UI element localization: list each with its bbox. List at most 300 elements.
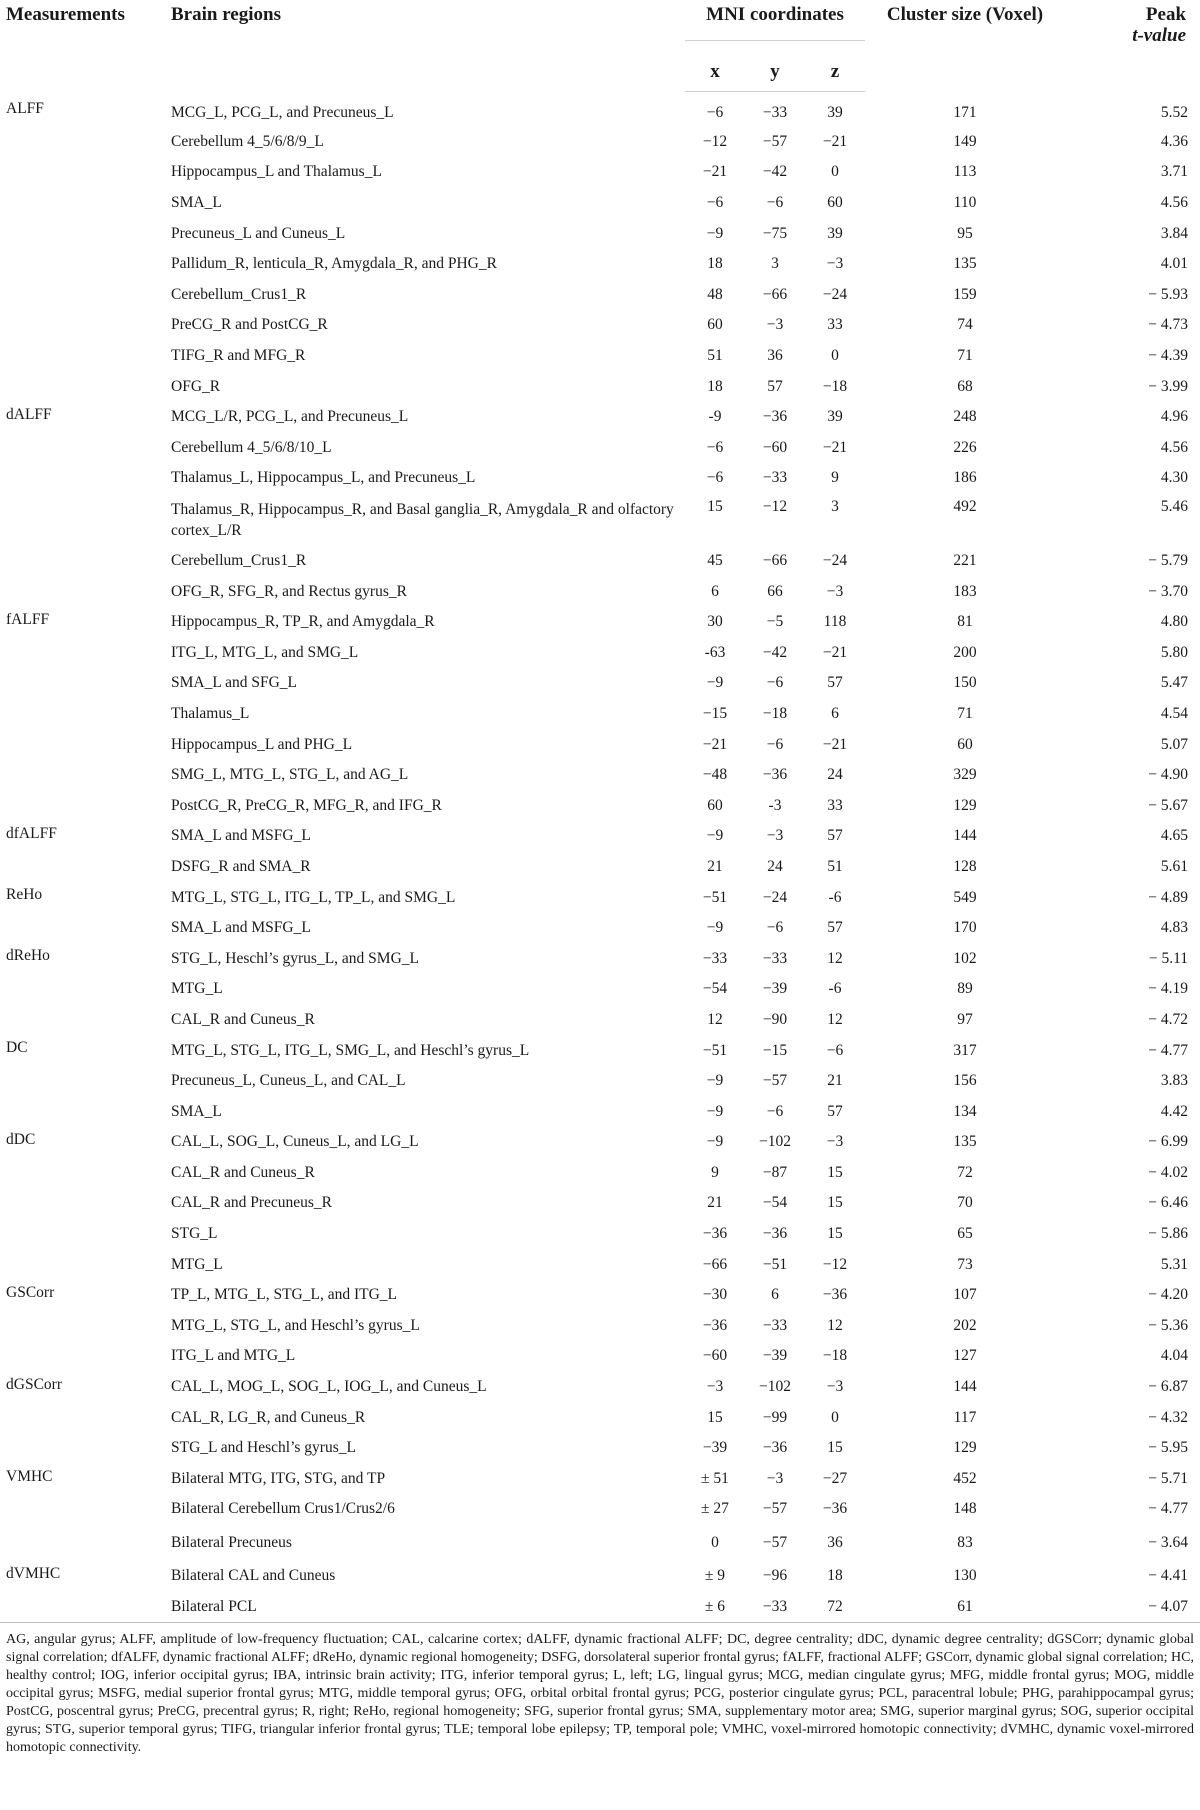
- measurement-cell: [0, 699, 165, 730]
- header-x: x: [685, 41, 745, 92]
- y-coordinate-cell: −6: [766, 919, 784, 937]
- table-row: [0, 157, 1200, 188]
- x-coordinate-cell: −51: [702, 1041, 728, 1059]
- measurement-cell: [0, 852, 165, 883]
- y-coordinate-cell: −3: [766, 827, 784, 845]
- brain-region-cell: STG_L and Heschl’s gyrus_L: [171, 1439, 356, 1457]
- x-coordinate-cell: −9: [706, 1133, 724, 1151]
- peak-t-value-cell: 3.84: [1160, 224, 1189, 242]
- z-coordinate-cell: -6: [828, 888, 842, 906]
- y-coordinate-cell: −51: [762, 1255, 788, 1273]
- cluster-size-cell: 159: [953, 285, 977, 303]
- x-coordinate-cell: 15: [707, 1408, 723, 1426]
- brain-region-cell: CAL_R, LG_R, and Cuneus_R: [171, 1408, 366, 1426]
- brain-region-cell: Bilateral Cerebellum Crus1/Crus2/6: [171, 1500, 395, 1518]
- measurement-cell: [0, 913, 165, 944]
- brain-region-cell: SMA_L: [171, 1102, 222, 1120]
- cluster-size-cell: 248: [953, 408, 977, 426]
- measurement-cell: [0, 1188, 165, 1219]
- measurement-cell: [0, 127, 165, 158]
- x-coordinate-cell: −60: [702, 1347, 728, 1365]
- cluster-size-cell: 72: [957, 1163, 973, 1181]
- measurement-cell: [0, 218, 165, 249]
- table-row: [0, 790, 1200, 821]
- table-row: [0, 1525, 1200, 1561]
- brain-region-cell: Cerebellum 4_5/6/8/9_L: [171, 132, 324, 150]
- header-y: y: [745, 41, 805, 92]
- measurement-cell: [0, 1249, 165, 1280]
- measurement-cell: [0, 157, 165, 188]
- peak-t-value-cell: 4.42: [1160, 1102, 1189, 1120]
- measurement-cell: dfALFF: [6, 825, 57, 843]
- measurement-cell: [0, 249, 165, 280]
- table-row: [0, 92, 1200, 127]
- brain-region-cell: OFG_R, SFG_R, and Rectus gyrus_R: [171, 582, 407, 600]
- peak-t-value-cell: 5.47: [1160, 674, 1189, 692]
- table-row: [0, 127, 1200, 158]
- measurement-cell: dDC: [6, 1131, 36, 1148]
- cluster-size-cell: 74: [957, 316, 973, 334]
- z-coordinate-cell: 118: [823, 613, 847, 631]
- y-coordinate-cell: −6: [766, 194, 784, 212]
- z-coordinate-cell: 51: [827, 857, 843, 875]
- peak-t-value-cell: 4.65: [1160, 827, 1189, 845]
- y-coordinate-cell: −87: [762, 1163, 788, 1181]
- x-coordinate-cell: ± 27: [701, 1500, 729, 1518]
- z-coordinate-cell: 60: [827, 194, 843, 212]
- y-coordinate-cell: −57: [762, 132, 788, 150]
- cluster-size-cell: 68: [957, 377, 973, 395]
- brain-region-cell: Cerebellum_Crus1_R: [171, 552, 307, 570]
- y-coordinate-cell: −5: [766, 613, 784, 631]
- peak-t-value-cell: 4.01: [1160, 255, 1189, 273]
- peak-t-value-cell: − 5.79: [1148, 552, 1189, 570]
- measurement-cell: [0, 1433, 165, 1464]
- header-cluster-size: Cluster size (Voxel): [886, 4, 1044, 25]
- brain-region-cell: ITG_L and MTG_L: [171, 1347, 296, 1365]
- measurement-cell: [0, 371, 165, 402]
- table-row: [0, 882, 1200, 913]
- y-coordinate-cell: −12: [762, 497, 788, 515]
- table-row: [0, 668, 1200, 699]
- x-coordinate-cell: −51: [702, 888, 728, 906]
- cluster-size-cell: 127: [953, 1347, 977, 1365]
- peak-t-value-cell: − 4.19: [1148, 980, 1189, 998]
- cluster-size-cell: 492: [953, 497, 977, 515]
- peak-t-value-cell: − 4.89: [1148, 888, 1189, 906]
- z-coordinate-cell: 12: [827, 949, 843, 967]
- y-coordinate-cell: 36: [767, 347, 783, 365]
- y-coordinate-cell: −39: [762, 1347, 788, 1365]
- table-row: [0, 1127, 1200, 1158]
- table-row: [0, 1005, 1200, 1036]
- cluster-size-cell: 171: [953, 104, 977, 122]
- brain-region-cell: Hippocampus_L and Thalamus_L: [171, 163, 382, 181]
- brain-region-cell: SMA_L and MSFG_L: [171, 919, 311, 937]
- measurement-cell: [0, 546, 165, 577]
- cluster-size-cell: 129: [953, 1439, 977, 1457]
- measurement-cell: DC: [6, 1039, 28, 1057]
- cluster-size-cell: 134: [953, 1102, 977, 1120]
- table-row: [0, 402, 1200, 433]
- peak-t-value-cell: 5.46: [1160, 497, 1189, 515]
- y-coordinate-cell: −18: [762, 704, 788, 722]
- cluster-size-cell: 549: [953, 888, 977, 906]
- peak-t-value-cell: − 4.73: [1148, 316, 1189, 334]
- table-row: [0, 1464, 1200, 1495]
- measurement-cell: [0, 638, 165, 669]
- peak-t-value-cell: − 4.32: [1148, 1408, 1189, 1426]
- brain-region-cell: Thalamus_L: [171, 704, 250, 722]
- y-coordinate-cell: 3: [771, 255, 779, 273]
- cluster-size-cell: 148: [953, 1500, 977, 1518]
- cluster-size-cell: 129: [953, 796, 977, 814]
- table-row: [0, 913, 1200, 944]
- table-row: [0, 463, 1200, 494]
- z-coordinate-cell: 15: [827, 1439, 843, 1457]
- cluster-size-cell: 135: [953, 1133, 977, 1151]
- table-row: [0, 249, 1200, 280]
- table-row: [0, 1341, 1200, 1372]
- brain-region-cell: Bilateral PCL: [171, 1597, 257, 1615]
- cluster-size-cell: 117: [953, 1408, 977, 1426]
- cluster-size-cell: 130: [953, 1567, 977, 1585]
- brain-region-cell: Pallidum_R, lenticula_R, Amygdala_R, and PHG_R: [171, 255, 497, 273]
- x-coordinate-cell: −3: [706, 1378, 724, 1396]
- measurement-cell: [0, 1096, 165, 1127]
- peak-t-value-cell: − 5.67: [1148, 796, 1189, 814]
- cluster-size-cell: 186: [953, 469, 977, 487]
- table-body: [0, 92, 1200, 1622]
- measurement-cell: ReHo: [6, 886, 43, 904]
- y-coordinate-cell: −33: [762, 469, 788, 487]
- z-coordinate-cell: 36: [827, 1533, 843, 1551]
- y-coordinate-cell: −42: [762, 163, 788, 181]
- table-row: [0, 371, 1200, 402]
- cluster-size-cell: 60: [957, 735, 973, 753]
- z-coordinate-cell: -6: [828, 980, 842, 998]
- cluster-size-cell: 452: [953, 1469, 977, 1487]
- peak-t-value-cell: − 3.64: [1148, 1533, 1189, 1551]
- header-peak-line1: Peak: [1145, 4, 1187, 25]
- cluster-size-cell: 83: [957, 1533, 973, 1551]
- peak-t-value-cell: 4.04: [1160, 1347, 1189, 1365]
- table-row: [0, 188, 1200, 219]
- brain-region-cell: CAL_R and Precuneus_R: [171, 1194, 333, 1212]
- table-row: [0, 729, 1200, 760]
- x-coordinate-cell: −9: [706, 827, 724, 845]
- x-coordinate-cell: 0: [711, 1533, 719, 1551]
- peak-t-value-cell: 4.30: [1160, 469, 1189, 487]
- z-coordinate-cell: 24: [827, 766, 843, 784]
- brain-region-cell: SMG_L, MTG_L, STG_L, and AG_L: [171, 766, 409, 784]
- x-coordinate-cell: −39: [702, 1439, 728, 1457]
- z-coordinate-cell: −18: [822, 1347, 848, 1365]
- y-coordinate-cell: −57: [762, 1500, 788, 1518]
- cluster-size-cell: 70: [957, 1194, 973, 1212]
- cluster-size-cell: 221: [953, 552, 977, 570]
- y-coordinate-cell: −33: [762, 104, 788, 122]
- peak-t-value-cell: − 4.90: [1148, 766, 1189, 784]
- table-row: [0, 1280, 1200, 1311]
- x-coordinate-cell: 51: [707, 347, 723, 365]
- cluster-size-cell: 128: [953, 857, 977, 875]
- brain-region-cell: SMA_L and SFG_L: [171, 674, 298, 692]
- measurement-cell: [0, 1591, 165, 1622]
- brain-region-cell: Cerebellum 4_5/6/8/10_L: [171, 438, 332, 456]
- z-coordinate-cell: 9: [831, 469, 839, 487]
- y-coordinate-cell: −75: [762, 224, 788, 242]
- table-row: [0, 1591, 1200, 1622]
- cluster-size-cell: 200: [953, 643, 977, 661]
- table-row: [0, 760, 1200, 791]
- x-coordinate-cell: 9: [711, 1163, 719, 1181]
- peak-t-value-cell: − 4.39: [1148, 347, 1189, 365]
- table-row: [0, 974, 1200, 1005]
- cluster-size-cell: 102: [953, 949, 977, 967]
- x-coordinate-cell: ± 51: [701, 1469, 729, 1487]
- table-row: [0, 607, 1200, 638]
- peak-t-value-cell: 4.56: [1160, 194, 1189, 212]
- brain-region-cell: STG_L, Heschl’s gyrus_L, and SMG_L: [171, 949, 419, 967]
- x-coordinate-cell: 60: [707, 316, 723, 334]
- cluster-size-cell: 107: [953, 1286, 977, 1304]
- peak-t-value-cell: 4.56: [1160, 438, 1189, 456]
- cluster-size-cell: 113: [953, 163, 977, 181]
- y-coordinate-cell: −6: [766, 1102, 784, 1120]
- z-coordinate-cell: 15: [827, 1194, 843, 1212]
- x-coordinate-cell: −15: [702, 704, 728, 722]
- measurement-cell: dALFF: [6, 405, 52, 423]
- x-coordinate-cell: −9: [706, 224, 724, 242]
- x-coordinate-cell: −36: [702, 1225, 728, 1243]
- measurement-cell: [0, 280, 165, 311]
- cluster-size-cell: 89: [957, 980, 973, 998]
- peak-t-value-cell: − 4.02: [1148, 1163, 1189, 1181]
- header-measurements: Measurements: [6, 4, 125, 25]
- brain-region-cell: CAL_L, MOG_L, SOG_L, IOG_L, and Cuneus_L: [171, 1378, 487, 1396]
- peak-t-value-cell: − 4.77: [1148, 1041, 1189, 1059]
- brain-region-cell: Precuneus_L, Cuneus_L, and CAL_L: [171, 1072, 406, 1090]
- peak-t-value-cell: 5.61: [1160, 857, 1189, 875]
- x-coordinate-cell: -63: [704, 643, 726, 661]
- x-coordinate-cell: ± 6: [704, 1597, 726, 1615]
- cluster-size-cell: 81: [957, 613, 973, 631]
- peak-t-value-cell: − 5.95: [1148, 1439, 1189, 1457]
- z-coordinate-cell: −12: [822, 1255, 848, 1273]
- table-row: [0, 433, 1200, 464]
- measurement-cell: [0, 790, 165, 821]
- peak-t-value-cell: 5.31: [1160, 1255, 1189, 1273]
- z-coordinate-cell: 6: [831, 704, 839, 722]
- peak-t-value-cell: − 5.11: [1148, 949, 1189, 967]
- cluster-size-cell: 110: [953, 194, 977, 212]
- y-coordinate-cell: −6: [766, 735, 784, 753]
- z-coordinate-cell: 18: [827, 1567, 843, 1585]
- y-coordinate-cell: −36: [762, 1439, 788, 1457]
- brain-region-cell: Cerebellum_Crus1_R: [171, 285, 307, 303]
- peak-t-value-cell: 3.71: [1160, 163, 1189, 181]
- table-row: [0, 821, 1200, 852]
- cluster-size-cell: 61: [957, 1597, 973, 1615]
- brain-region-cell: MTG_L, STG_L, and Heschl’s gyrus_L: [171, 1316, 420, 1334]
- brain-region-cell: DSFG_R and SMA_R: [171, 857, 311, 875]
- z-coordinate-cell: −3: [826, 255, 844, 273]
- x-coordinate-cell: 48: [707, 285, 723, 303]
- table-row: [0, 638, 1200, 669]
- y-coordinate-cell: 6: [771, 1286, 779, 1304]
- x-coordinate-cell: −9: [706, 919, 724, 937]
- x-coordinate-cell: 18: [707, 255, 723, 273]
- measurement-cell: [0, 1066, 165, 1097]
- y-coordinate-cell: −57: [762, 1072, 788, 1090]
- y-coordinate-cell: −102: [759, 1378, 791, 1396]
- table-row: [0, 1188, 1200, 1219]
- table-header: [0, 0, 1200, 92]
- x-coordinate-cell: −21: [702, 735, 728, 753]
- table-row: [0, 1372, 1200, 1403]
- y-coordinate-cell: −57: [762, 1533, 788, 1551]
- z-coordinate-cell: 0: [831, 347, 839, 365]
- table-row: [0, 1249, 1200, 1280]
- z-coordinate-cell: 15: [827, 1225, 843, 1243]
- cluster-size-cell: 95: [957, 224, 973, 242]
- table-row: [0, 1096, 1200, 1127]
- measurement-cell: [0, 188, 165, 219]
- measurement-cell: [0, 494, 165, 546]
- measurement-cell: [0, 1311, 165, 1342]
- y-coordinate-cell: −6: [766, 674, 784, 692]
- brain-region-cell: TP_L, MTG_L, STG_L, and ITG_L: [171, 1286, 398, 1304]
- measurement-cell: dVMHC: [6, 1564, 61, 1582]
- cluster-size-cell: 226: [953, 438, 977, 456]
- measurement-cell: [0, 729, 165, 760]
- cluster-size-cell: 202: [953, 1316, 977, 1334]
- measurement-cell: [0, 974, 165, 1005]
- peak-t-value-cell: − 5.36: [1148, 1316, 1189, 1334]
- y-coordinate-cell: −60: [762, 438, 788, 456]
- brain-region-cell: Thalamus_R, Hippocampus_R, and Basal ganglia_R, Amygdala_R and olfactory cortex_L/R: [171, 500, 674, 539]
- peak-t-value-cell: 4.80: [1160, 613, 1189, 631]
- x-coordinate-cell: −9: [706, 674, 724, 692]
- peak-t-value-cell: − 4.41: [1148, 1567, 1189, 1585]
- z-coordinate-cell: −3: [826, 582, 844, 600]
- y-coordinate-cell: −102: [759, 1133, 791, 1151]
- table-row: [0, 310, 1200, 341]
- peak-t-value-cell: − 5.71: [1148, 1469, 1189, 1487]
- brain-region-cell: SMA_L and MSFG_L: [171, 827, 311, 845]
- z-coordinate-cell: −24: [822, 285, 848, 303]
- brain-region-cell: Bilateral Precuneus: [171, 1533, 292, 1551]
- z-coordinate-cell: −21: [822, 132, 848, 150]
- brain-region-cell: MTG_L: [171, 980, 223, 998]
- x-coordinate-cell: −12: [702, 132, 728, 150]
- cluster-size-cell: 135: [953, 255, 977, 273]
- brain-region-cell: MTG_L, STG_L, ITG_L, TP_L, and SMG_L: [171, 888, 456, 906]
- table-row: [0, 1494, 1200, 1525]
- measurement-cell: VMHC: [6, 1467, 53, 1485]
- measurement-cell: [0, 1005, 165, 1036]
- peak-t-value-cell: − 4.20: [1148, 1286, 1189, 1304]
- peak-t-value-cell: − 4.07: [1148, 1597, 1189, 1615]
- brain-region-cell: OFG_R: [171, 377, 221, 395]
- x-coordinate-cell: −6: [706, 104, 724, 122]
- y-coordinate-cell: 24: [767, 857, 783, 875]
- z-coordinate-cell: −36: [822, 1286, 848, 1304]
- z-coordinate-cell: −21: [822, 735, 848, 753]
- header-mni-coordinates: MNI coordinates: [685, 0, 865, 41]
- measurement-cell: [0, 1341, 165, 1372]
- y-coordinate-cell: −90: [762, 1010, 788, 1028]
- z-coordinate-cell: 0: [831, 163, 839, 181]
- table-row: [0, 546, 1200, 577]
- peak-t-value-cell: 4.96: [1160, 408, 1189, 426]
- cluster-size-cell: 150: [953, 674, 977, 692]
- brain-region-cell: Hippocampus_L and PHG_L: [171, 735, 353, 753]
- measurement-cell: [0, 341, 165, 372]
- peak-t-value-cell: 5.07: [1160, 735, 1189, 753]
- peak-t-value-cell: 3.83: [1160, 1072, 1189, 1090]
- x-coordinate-cell: 60: [707, 796, 723, 814]
- x-coordinate-cell: −6: [706, 194, 724, 212]
- y-coordinate-cell: −15: [762, 1041, 788, 1059]
- x-coordinate-cell: 21: [707, 1194, 723, 1212]
- z-coordinate-cell: 39: [827, 408, 843, 426]
- z-coordinate-cell: 57: [827, 674, 843, 692]
- x-coordinate-cell: 30: [707, 613, 723, 631]
- table-row: [0, 1402, 1200, 1433]
- z-coordinate-cell: 57: [827, 1102, 843, 1120]
- peak-t-value-cell: − 4.77: [1148, 1500, 1189, 1518]
- z-coordinate-cell: 33: [827, 316, 843, 334]
- brain-region-cell: Hippocampus_R, TP_R, and Amygdala_R: [171, 613, 435, 631]
- z-coordinate-cell: −21: [822, 438, 848, 456]
- measurement-cell: [0, 310, 165, 341]
- brain-region-cell: TIFG_R and MFG_R: [171, 347, 306, 365]
- y-coordinate-cell: -3: [768, 796, 782, 814]
- y-coordinate-cell: −42: [762, 643, 788, 661]
- y-coordinate-cell: −36: [762, 766, 788, 784]
- measurement-cell: dReHo: [6, 947, 50, 965]
- z-coordinate-cell: 39: [827, 104, 843, 122]
- z-coordinate-cell: −18: [822, 377, 848, 395]
- table-row: [0, 943, 1200, 974]
- brain-region-cell: CAL_L, SOG_L, Cuneus_L, and LG_L: [171, 1133, 419, 1151]
- measurement-cell: fALFF: [6, 610, 50, 628]
- table-row: [0, 1561, 1200, 1592]
- z-coordinate-cell: 12: [827, 1316, 843, 1334]
- peak-t-value-cell: 5.80: [1160, 643, 1189, 661]
- x-coordinate-cell: −9: [706, 1102, 724, 1120]
- z-coordinate-cell: −3: [826, 1378, 844, 1396]
- cluster-size-cell: 71: [957, 347, 973, 365]
- x-coordinate-cell: 18: [707, 377, 723, 395]
- y-coordinate-cell: 66: [767, 582, 783, 600]
- measurement-cell: [0, 668, 165, 699]
- table-row: [0, 1066, 1200, 1097]
- x-coordinate-cell: −6: [706, 438, 724, 456]
- z-coordinate-cell: 39: [827, 224, 843, 242]
- measurement-cell: [0, 1219, 165, 1250]
- z-coordinate-cell: −21: [822, 643, 848, 661]
- peak-t-value-cell: − 6.46: [1148, 1194, 1189, 1212]
- peak-t-value-cell: − 6.99: [1148, 1133, 1189, 1151]
- cluster-size-cell: 329: [953, 766, 977, 784]
- table-row: [0, 699, 1200, 730]
- peak-t-value-cell: − 3.99: [1148, 377, 1189, 395]
- table-row: [0, 1158, 1200, 1189]
- brain-region-cell: MTG_L: [171, 1255, 223, 1273]
